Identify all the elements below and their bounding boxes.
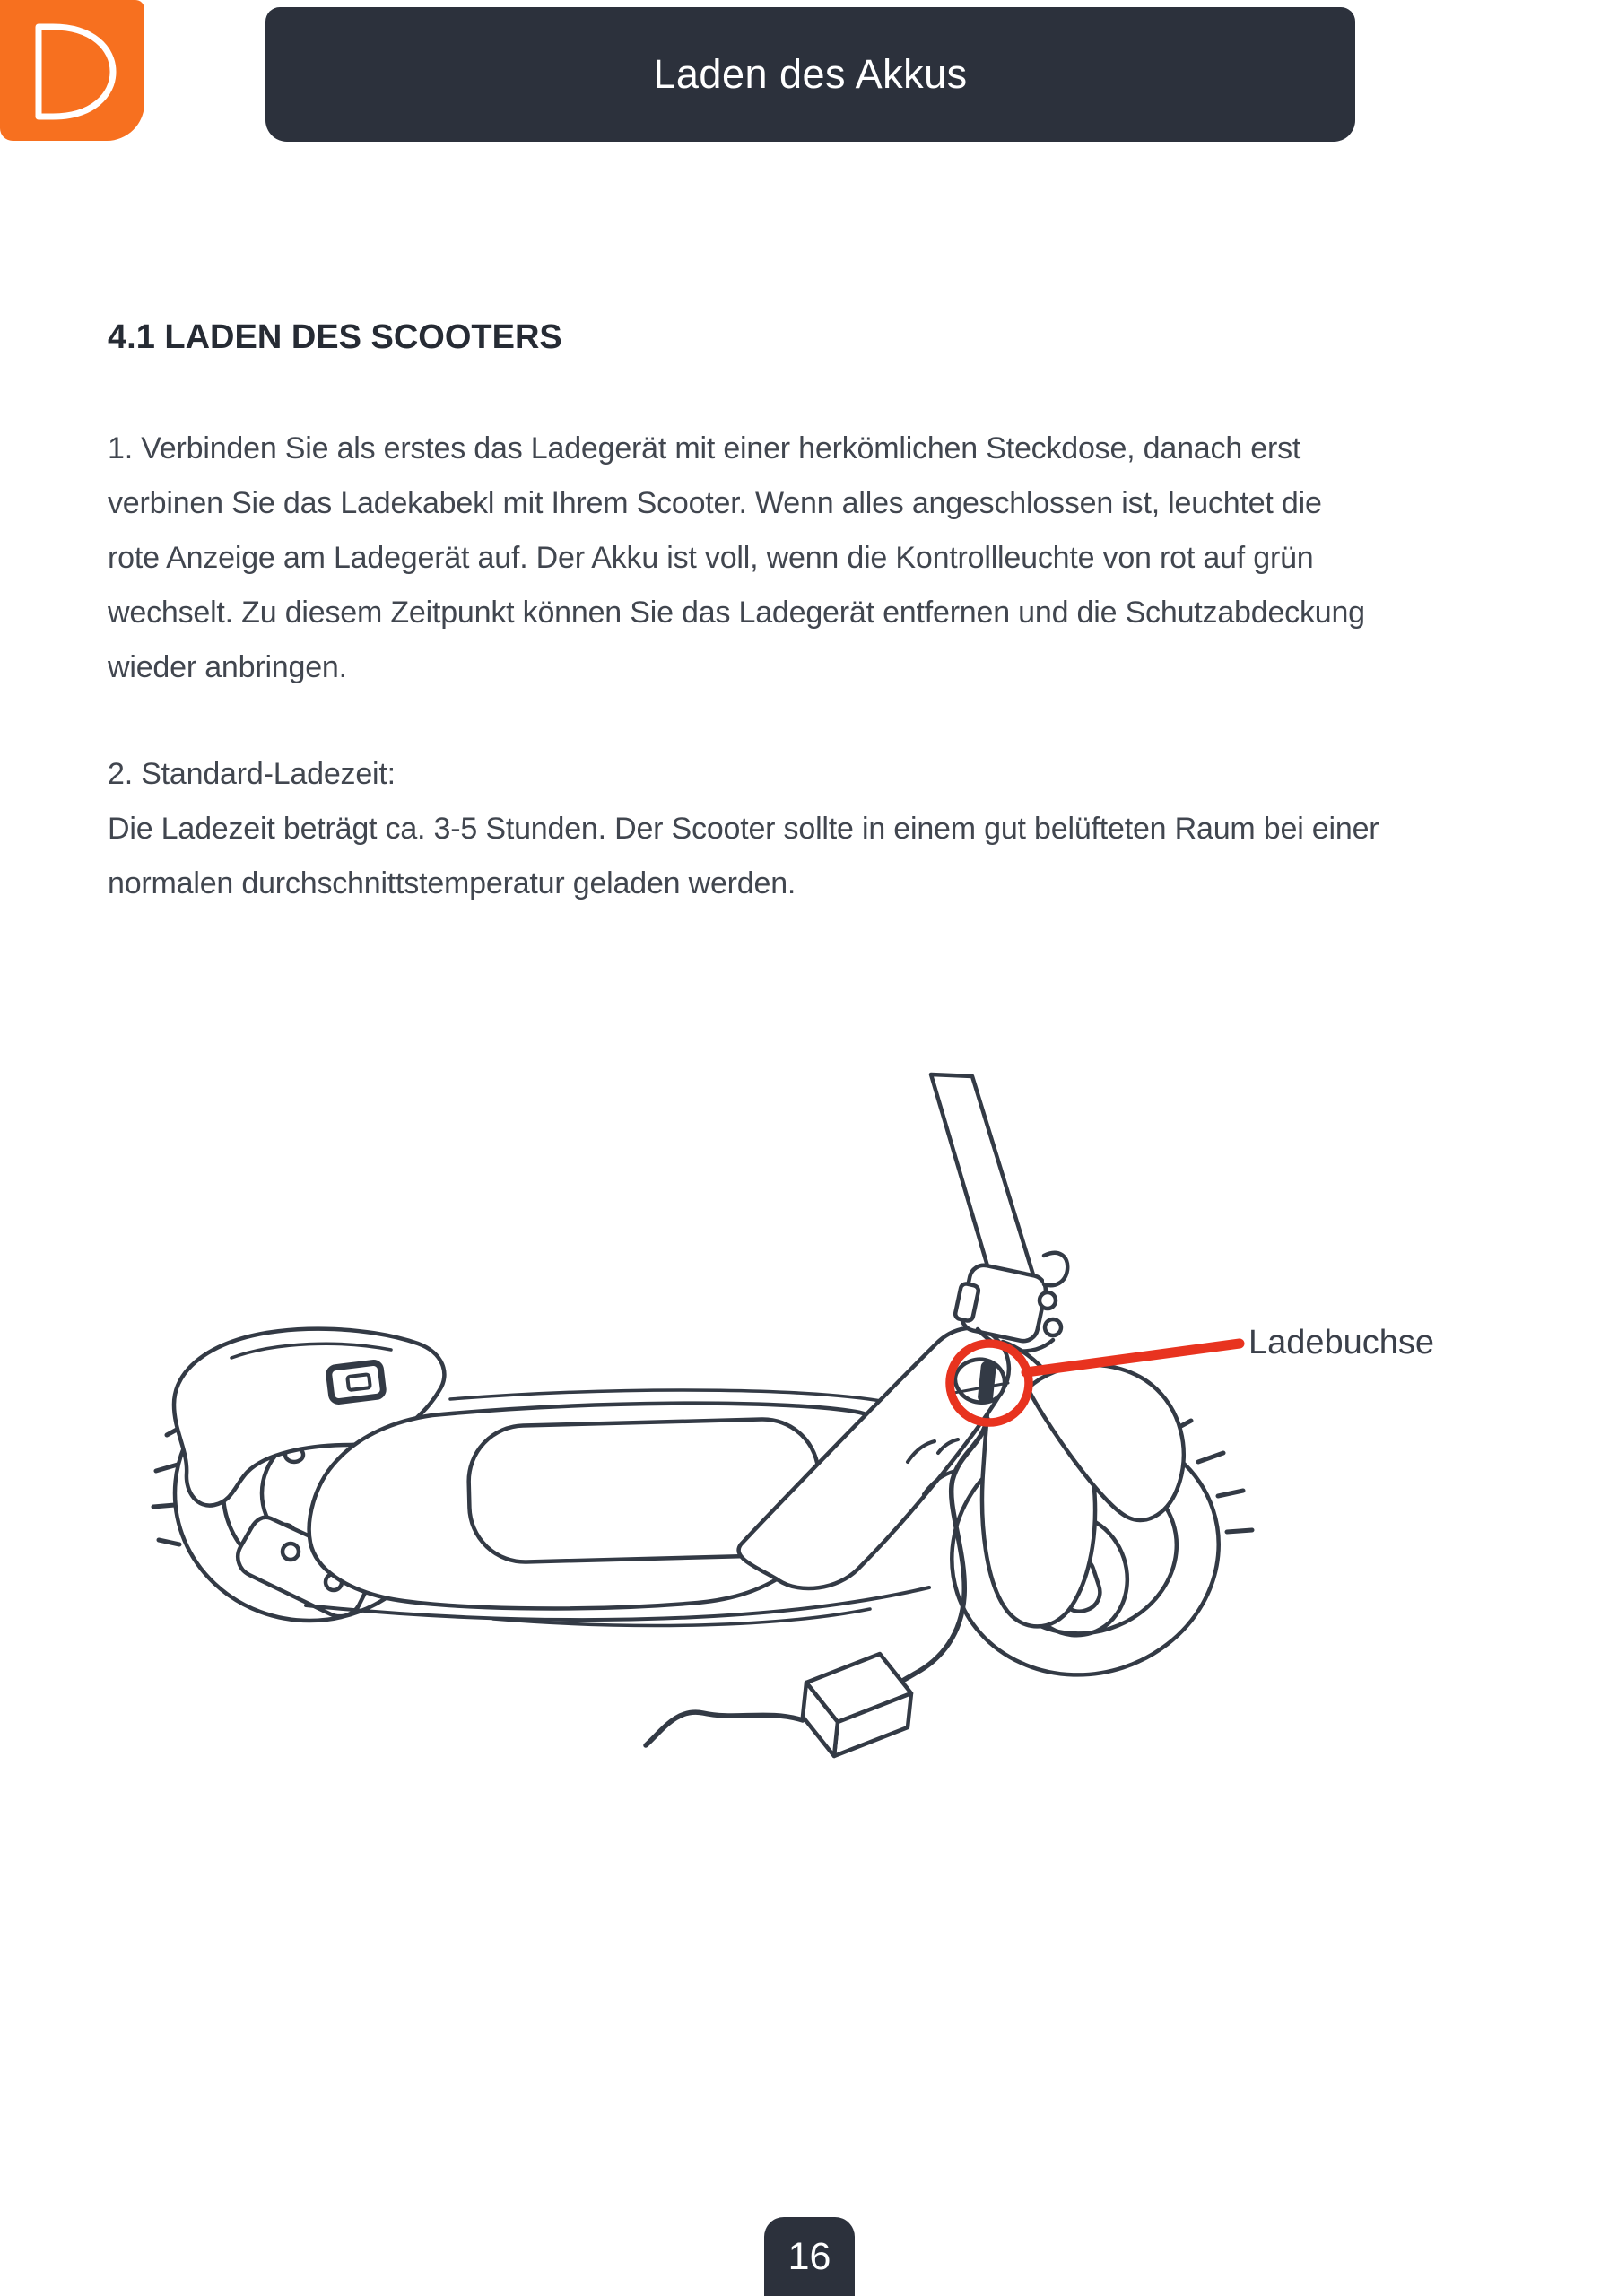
text-line: 2. Standard-Ladezeit:: [108, 757, 396, 791]
section-heading: 4.1 LADEN DES SCOOTERS: [108, 318, 562, 356]
brand-letter-d-icon: [26, 22, 119, 122]
text-line: verbinen Sie das Ladekabekl mit Ihrem Scooter. Wenn alles angeschlossen ist, leuchtet die: [108, 486, 1322, 520]
scooter-charging-illustration: [135, 1031, 1480, 1839]
page-number: 16: [787, 2234, 831, 2278]
page-number-badge: [764, 2217, 855, 2296]
text-line: wieder anbringen.: [108, 650, 347, 684]
charging-port-label: Ladebuchse: [1248, 1324, 1435, 1361]
text-line: rote Anzeige am Ladegerät auf. Der Akku ist voll, wenn die Kontrollleuchte von rot auf grün: [108, 541, 1314, 575]
chapter-title: Laden des Akkus: [653, 51, 968, 97]
mains-cable: [646, 1712, 803, 1745]
callout-line: [1026, 1344, 1240, 1372]
text-line: Die Ladezeit beträgt ca. 3-5 Stunden. Der Scooter sollte in einem gut belüfteten Raum bei einer: [108, 812, 1379, 846]
text-line: normalen durchschnittstemperatur geladen werden.: [108, 866, 796, 900]
paragraph-charging-steps: [108, 422, 1365, 695]
paragraph-charging-time: [108, 747, 1379, 911]
brand-logo: [0, 0, 144, 141]
stem: [931, 1074, 1067, 1352]
text-line: wechselt. Zu diesem Zeitpunkt können Sie das Ladegerät entfernen und die Schutzabdeckung: [108, 596, 1365, 630]
text-line: 1. Verbinden Sie als erstes das Ladegerät mit einer herkömlichen Steckdose, danach erst: [108, 431, 1301, 465]
charger-brick: [803, 1654, 911, 1756]
scooter-line-drawing: [135, 1031, 1480, 1839]
chapter-header: [265, 7, 1355, 142]
